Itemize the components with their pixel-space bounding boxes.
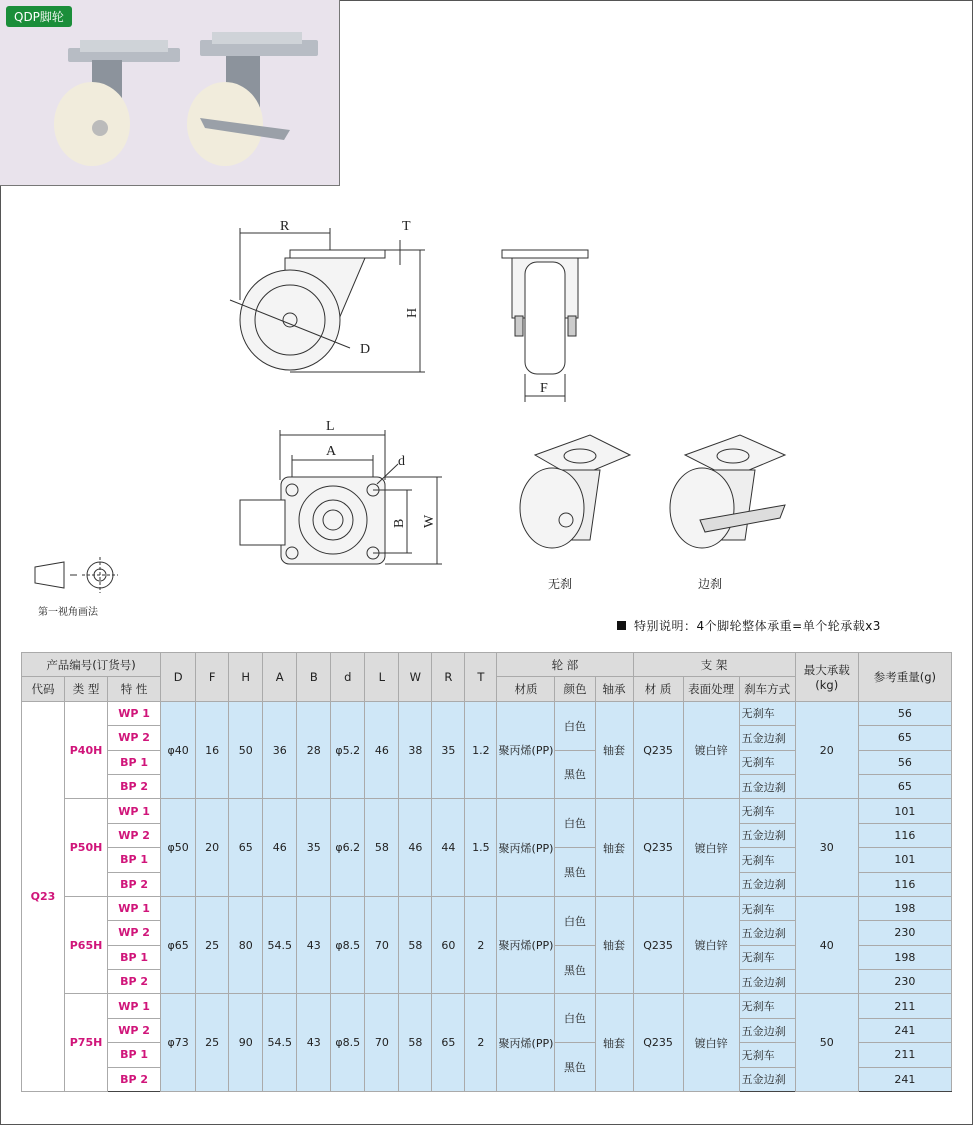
header-w: W — [399, 653, 432, 702]
cell-dim-h: 80 — [229, 896, 263, 994]
header-wheel-material: 材质 — [497, 677, 555, 701]
header-b: B — [297, 653, 331, 702]
cell-bracket-material: Q235 — [633, 799, 683, 897]
cell-dim-d: φ6.2 — [331, 799, 365, 897]
caption-side-brake: 边刹 — [698, 577, 723, 591]
cell-feature: WP 2 — [108, 921, 161, 945]
cell-dim-w: 46 — [399, 799, 432, 897]
spec-table-body — [22, 701, 952, 1091]
header-brake: 刹车方式 — [739, 677, 795, 701]
cell-wheel-color: 黑色 — [555, 1043, 595, 1092]
cell-dim-w: 38 — [399, 701, 432, 799]
cell-feature: BP 2 — [108, 872, 161, 896]
cell-wheel-color: 白色 — [555, 896, 595, 945]
cell-feature: BP 1 — [108, 945, 161, 969]
dim-label-t: T — [402, 219, 411, 234]
cell-feature: WP 1 — [108, 799, 161, 823]
caption-no-brake: 无刹 — [548, 577, 573, 591]
cell-dim-a: 54.5 — [263, 994, 297, 1092]
cell-brake: 无刹车 — [739, 896, 795, 920]
cell-dim-l: 58 — [365, 799, 399, 897]
cell-dim-a: 36 — [263, 701, 297, 799]
cell-brake: 五金边刹 — [739, 1067, 795, 1091]
header-feature: 特 性 — [108, 677, 161, 701]
cell-surface: 镀白锌 — [683, 994, 739, 1092]
spec-table — [21, 652, 952, 1092]
special-note — [617, 617, 881, 634]
cell-ref-weight: 56 — [858, 750, 951, 774]
cell-type: P75H — [65, 994, 108, 1092]
cell-dim-f: 20 — [196, 799, 229, 897]
cell-dim-d: φ40 — [161, 701, 196, 799]
cell-ref-weight: 241 — [858, 1067, 951, 1091]
cell-ref-weight: 56 — [858, 701, 951, 725]
header-d: D — [161, 653, 196, 702]
header-l: L — [365, 653, 399, 702]
cell-feature: BP 2 — [108, 1067, 161, 1091]
cell-brake: 无刹车 — [739, 848, 795, 872]
cell-ref-weight: 198 — [858, 945, 951, 969]
header-wheel-group: 轮 部 — [497, 653, 633, 677]
cell-dim-f: 25 — [196, 896, 229, 994]
cell-brake: 五金边刹 — [739, 970, 795, 994]
cell-brake: 无刹车 — [739, 994, 795, 1018]
cell-feature: WP 2 — [108, 823, 161, 847]
dim-label-h: H — [405, 307, 420, 318]
header-bracket-group: 支 架 — [633, 653, 795, 677]
cell-wheel-material: 聚丙烯(PP) — [497, 896, 555, 994]
cell-dim-h: 50 — [229, 701, 263, 799]
cell-dim-r: 60 — [432, 896, 465, 994]
cell-dim-d: φ5.2 — [331, 701, 365, 799]
header-max-load: 最大承载 (kg) — [795, 653, 858, 702]
cell-brake: 五金边刹 — [739, 823, 795, 847]
header-type: 类 型 — [65, 677, 108, 701]
header-bracket-material: 材 质 — [633, 677, 683, 701]
cell-brake: 无刹车 — [739, 701, 795, 725]
cell-type: P50H — [65, 799, 108, 897]
cell-brake: 无刹车 — [739, 1043, 795, 1067]
cell-dim-h: 90 — [229, 994, 263, 1092]
cell-feature: BP 2 — [108, 774, 161, 798]
cell-dim-r: 44 — [432, 799, 465, 897]
side-view-drawing — [230, 219, 425, 372]
header-f: F — [196, 653, 229, 702]
cell-dim-l: 70 — [365, 994, 399, 1092]
iso-caster-no-brake — [520, 435, 630, 548]
header-a: A — [263, 653, 297, 702]
cell-dim-l: 46 — [365, 701, 399, 799]
cell-brake: 无刹车 — [739, 945, 795, 969]
cell-surface: 镀白锌 — [683, 701, 739, 799]
cell-bearing: 轴套 — [595, 799, 633, 897]
header-bearing: 轴承 — [595, 677, 633, 701]
cell-ref-weight: 211 — [858, 994, 951, 1018]
cell-feature: WP 1 — [108, 701, 161, 725]
dim-label-f: F — [540, 381, 548, 396]
product-tag: QDP脚轮 — [6, 6, 72, 27]
cell-dim-b: 35 — [297, 799, 331, 897]
cell-dim-t: 1.5 — [465, 799, 497, 897]
header-surface: 表面处理 — [683, 677, 739, 701]
table-row — [22, 799, 952, 823]
cell-wheel-color: 白色 — [555, 799, 595, 848]
cell-brake: 五金边刹 — [739, 774, 795, 798]
cell-max-load: 20 — [795, 701, 858, 799]
cell-dim-f: 16 — [196, 701, 229, 799]
cell-feature: WP 1 — [108, 896, 161, 920]
cell-bracket-material: Q235 — [633, 896, 683, 994]
cell-feature: WP 2 — [108, 1018, 161, 1042]
cell-dim-b: 28 — [297, 701, 331, 799]
dim-label-w: W — [422, 514, 437, 528]
dim-label-d: D — [360, 342, 371, 357]
header-ref-weight: 参考重量(g) — [858, 653, 951, 702]
cell-ref-weight: 116 — [858, 872, 951, 896]
top-view-drawing — [240, 419, 442, 564]
cell-dim-h: 65 — [229, 799, 263, 897]
cell-wheel-material: 聚丙烯(PP) — [497, 994, 555, 1092]
header-product-code-group: 产品编号(订货号) — [22, 653, 161, 677]
cell-dim-a: 54.5 — [263, 896, 297, 994]
cell-wheel-material: 聚丙烯(PP) — [497, 701, 555, 799]
cell-dim-f: 25 — [196, 994, 229, 1092]
cell-ref-weight: 116 — [858, 823, 951, 847]
cell-dim-b: 43 — [297, 994, 331, 1092]
header-wheel-color: 颜色 — [555, 677, 595, 701]
cell-max-load: 30 — [795, 799, 858, 897]
cell-brake: 五金边刹 — [739, 872, 795, 896]
cell-ref-weight: 65 — [858, 774, 951, 798]
cell-dim-b: 43 — [297, 896, 331, 994]
cell-ref-weight: 65 — [858, 726, 951, 750]
header-h: H — [229, 653, 263, 702]
cell-ref-weight: 211 — [858, 1043, 951, 1067]
dim-label-small-d: d — [398, 454, 405, 469]
cell-brake: 五金边刹 — [739, 726, 795, 750]
cell-wheel-color: 黑色 — [555, 945, 595, 994]
spec-table-header — [22, 653, 952, 702]
cell-dim-t: 2 — [465, 994, 497, 1092]
cell-type: P65H — [65, 896, 108, 994]
cell-ref-weight: 101 — [858, 799, 951, 823]
table-row — [22, 896, 952, 920]
iso-caster-side-brake — [670, 435, 785, 548]
dim-label-l: L — [326, 419, 335, 434]
special-note-text: 特别说明：4个脚轮整体承重=单个轮承载x3 — [634, 619, 881, 633]
cell-wheel-color: 白色 — [555, 701, 595, 750]
cell-dim-t: 2 — [465, 896, 497, 994]
cell-type: P40H — [65, 701, 108, 799]
cell-dim-d: φ50 — [161, 799, 196, 897]
cell-bearing: 轴套 — [595, 896, 633, 994]
cell-feature: WP 2 — [108, 726, 161, 750]
table-row — [22, 994, 952, 1018]
cell-bracket-material: Q235 — [633, 994, 683, 1092]
cell-bearing: 轴套 — [595, 701, 633, 799]
cell-dim-t: 1.2 — [465, 701, 497, 799]
cell-ref-weight: 198 — [858, 896, 951, 920]
cell-bracket-material: Q235 — [633, 701, 683, 799]
dim-label-r: R — [280, 219, 290, 234]
cell-feature: BP 1 — [108, 750, 161, 774]
cell-bearing: 轴套 — [595, 994, 633, 1092]
square-bullet-icon — [617, 621, 626, 630]
cell-brake: 五金边刹 — [739, 921, 795, 945]
cell-wheel-material: 聚丙烯(PP) — [497, 799, 555, 897]
cell-max-load: 40 — [795, 896, 858, 994]
header-r: R — [432, 653, 465, 702]
cell-brake: 无刹车 — [739, 750, 795, 774]
cell-wheel-color: 黑色 — [555, 750, 595, 799]
cell-dim-d: φ8.5 — [331, 994, 365, 1092]
cell-feature: BP 1 — [108, 1043, 161, 1067]
cell-dim-d: φ65 — [161, 896, 196, 994]
cell-dim-d: φ73 — [161, 994, 196, 1092]
table-row — [22, 701, 952, 725]
cell-wheel-color: 白色 — [555, 994, 595, 1043]
cell-ref-weight: 101 — [858, 848, 951, 872]
dim-label-a: A — [326, 444, 337, 459]
cell-ref-weight: 230 — [858, 970, 951, 994]
cell-dim-d: φ8.5 — [331, 896, 365, 994]
cell-feature: WP 1 — [108, 994, 161, 1018]
cell-brake: 五金边刹 — [739, 1018, 795, 1042]
cell-dim-w: 58 — [399, 896, 432, 994]
header-t: T — [465, 653, 497, 702]
front-view-drawing — [502, 250, 588, 402]
cell-max-load: 50 — [795, 994, 858, 1092]
cell-code: Q23 — [22, 701, 65, 1091]
cell-surface: 镀白锌 — [683, 799, 739, 897]
first-angle-symbol — [35, 557, 118, 593]
header-small-d: d — [331, 653, 365, 702]
cell-feature: BP 2 — [108, 970, 161, 994]
header-code: 代码 — [22, 677, 65, 701]
cell-wheel-color: 黑色 — [555, 848, 595, 897]
cell-ref-weight: 241 — [858, 1018, 951, 1042]
cell-dim-a: 46 — [263, 799, 297, 897]
dim-label-b: B — [392, 518, 407, 528]
cell-ref-weight: 230 — [858, 921, 951, 945]
cell-surface: 镀白锌 — [683, 896, 739, 994]
cell-dim-r: 35 — [432, 701, 465, 799]
cell-feature: BP 1 — [108, 848, 161, 872]
cell-dim-l: 70 — [365, 896, 399, 994]
cell-dim-r: 65 — [432, 994, 465, 1092]
first-angle-label: 第一视角画法 — [38, 607, 98, 618]
cell-dim-w: 58 — [399, 994, 432, 1092]
cell-brake: 无刹车 — [739, 799, 795, 823]
